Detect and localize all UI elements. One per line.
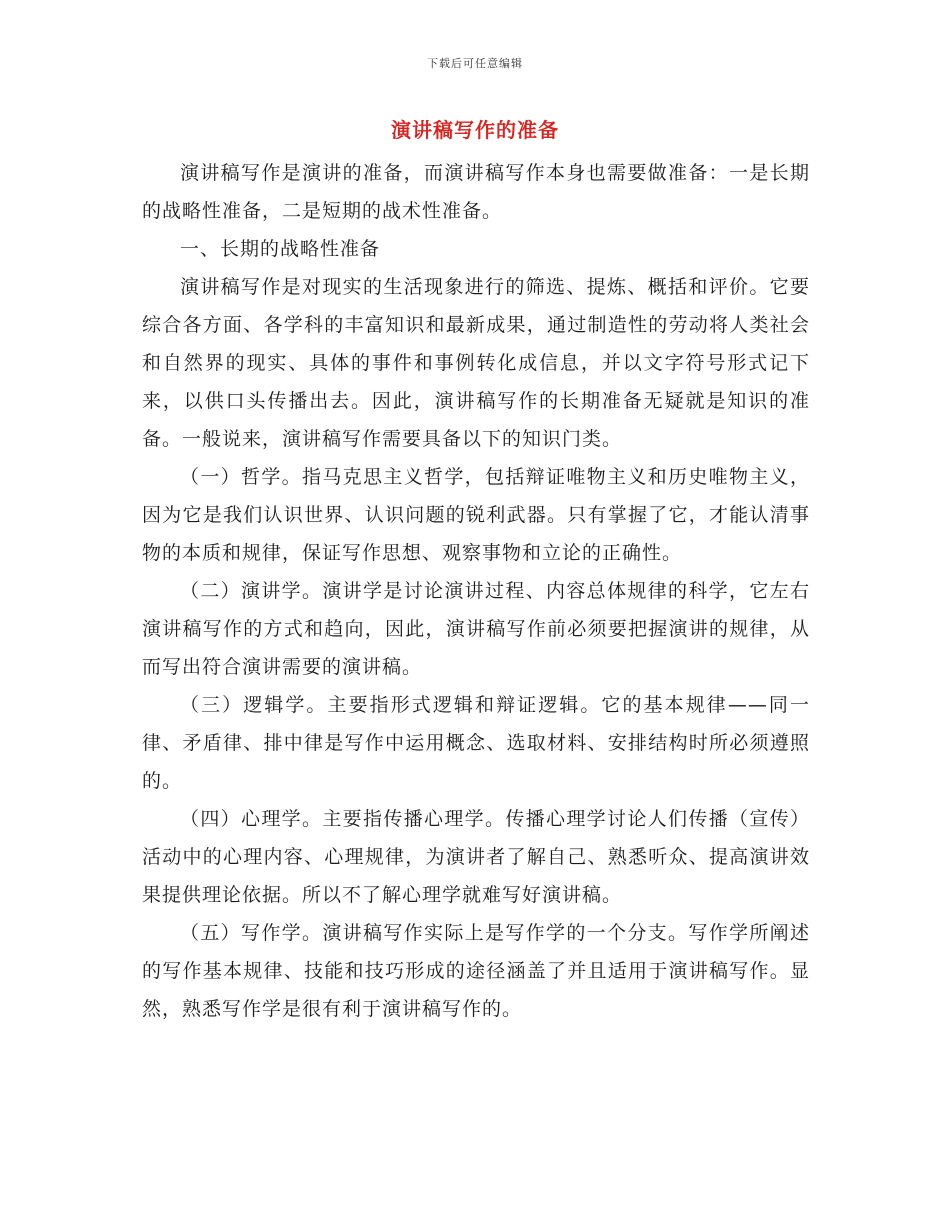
paragraph-psychology: （四）心理学。主要指传播心理学。传播心理学讨论人们传播（宣传）活动中的心理内容、心理规律，为演讲者了解自己、熟悉听众、提高演讲效果提供理论依据。所以不了解心理学就难写好演讲稿。	[142, 808, 810, 906]
document-body	[142, 154, 810, 1028]
paragraph-philosophy: （一）哲学。指马克思主义哲学，包括辩证唯物主义和历史唯物主义，因为它是我们认识世界、认识问题的锐利武器。只有掌握了它，才能认清事物的本质和规律，保证写作思想、观察事物和立论的正确性。	[142, 466, 810, 564]
paragraph-writing-studies: （五）写作学。演讲稿写作实际上是写作学的一个分支。写作学所阐述的写作基本规律、技能和技巧形成的途径涵盖了并且适用于演讲稿写作。显然，熟悉写作学是很有利于演讲稿写作的。	[142, 922, 810, 1020]
document-title: 演讲稿写作的准备	[391, 118, 559, 142]
paragraph-knowledge: 演讲稿写作是对现实的生活现象进行的筛选、提炼、概括和评价。它要综合各方面、各学科的丰富知识和最新成果，通过制造性的劳动将人类社会和自然界的现实、具体的事件和事例转化成信息，并以文字符号形式记下来，以供口头传播出去。因此，演讲稿写作的长期准备无疑就是知识的准备。一般说来，演讲稿写作需要具备以下的知识门类。	[142, 276, 810, 450]
section-heading-1: 一、长期的战略性准备	[180, 238, 381, 260]
paragraph-speech-studies: （二）演讲学。演讲学是讨论演讲过程、内容总体规律的科学，它左右演讲稿写作的方式和趋向，因此，演讲稿写作前必须要把握演讲的规律，从而写出符合演讲需要的演讲稿。	[142, 580, 810, 678]
page-header: 下载后可任意编辑	[427, 57, 523, 70]
paragraph-intro: 演讲稿写作是演讲的准备，而演讲稿写作本身也需要做准备：一是长期的战略性准备，二是短期的战术性准备。	[142, 162, 810, 222]
paragraph-logic: （三）逻辑学。主要指形式逻辑和辩证逻辑。它的基本规律——同一律、矛盾律、排中律是写作中运用概念、选取材料、安排结构时所必须遵照的。	[142, 694, 810, 792]
